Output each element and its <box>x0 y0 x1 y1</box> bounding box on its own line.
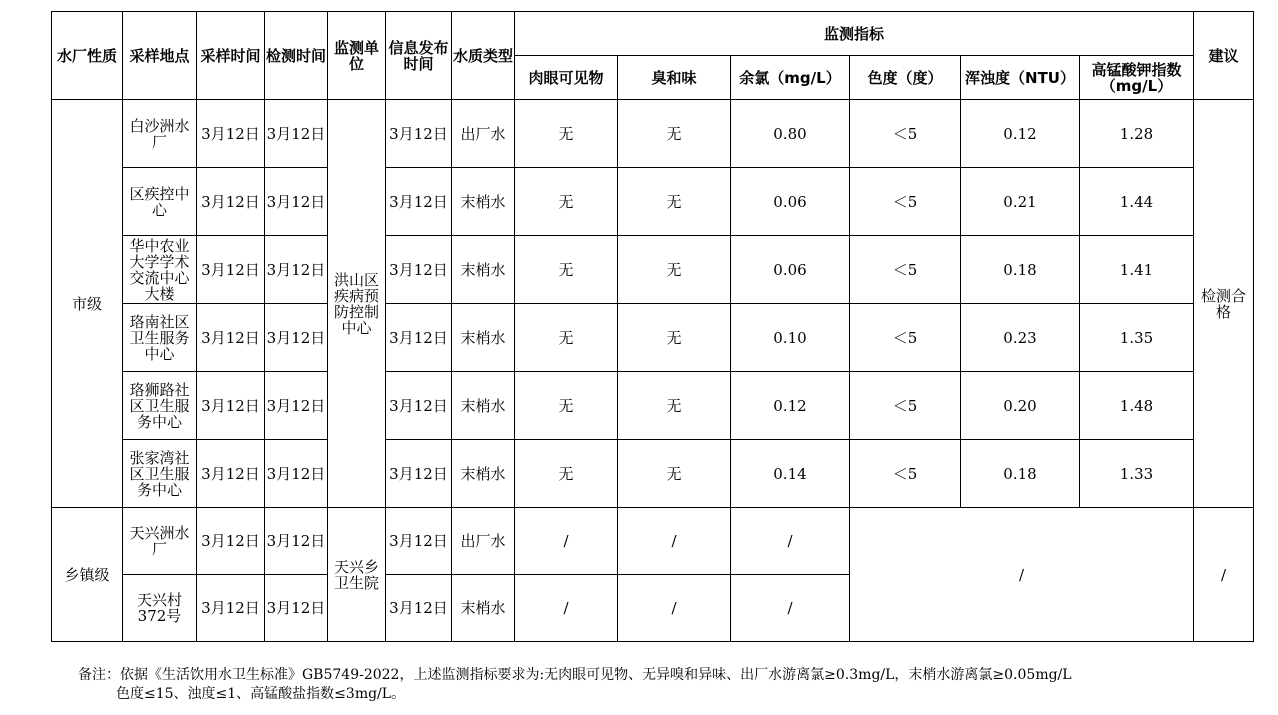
header-odor: 臭和味 <box>618 56 731 100</box>
color-cell: ＜5 <box>850 168 961 236</box>
table-row <box>52 372 1254 440</box>
footnote-line-2: 色度≤15、浊度≤1、高锰酸盐指数≤3mg/L。 <box>116 686 406 702</box>
turbidity-cell: 0.18 <box>961 440 1080 508</box>
table-row <box>52 236 1254 304</box>
turbidity-cell: 0.12 <box>961 100 1080 168</box>
header-indicators: 监测指标 <box>515 12 1194 56</box>
table-row <box>52 100 1254 168</box>
sample-time-cell: 3月12日 <box>197 440 265 508</box>
publish-time-cell: 3月12日 <box>386 508 452 575</box>
sample-time-cell: 3月12日 <box>197 304 265 372</box>
header-monitor-unit: 监测单位 <box>328 12 386 100</box>
chlorine-cell: 0.12 <box>731 372 850 440</box>
header-sample-site: 采样地点 <box>123 12 197 100</box>
color-cell: ＜5 <box>850 100 961 168</box>
water-type-cell: 出厂水 <box>452 508 515 575</box>
publish-time-cell: 3月12日 <box>386 304 452 372</box>
visible-cell: 无 <box>515 168 618 236</box>
turbidity-cell: 0.18 <box>961 236 1080 304</box>
water-type-cell: 出厂水 <box>452 100 515 168</box>
table-row <box>52 440 1254 508</box>
header-sample-time: 采样时间 <box>197 12 265 100</box>
water-quality-table <box>51 11 1254 642</box>
table-row <box>52 168 1254 236</box>
publish-time-cell: 3月12日 <box>386 236 452 304</box>
permanganate-cell: 1.28 <box>1080 100 1194 168</box>
site-cell: 张家湾社区卫生服务中心 <box>123 440 197 508</box>
water-type-cell: 末梢水 <box>452 575 515 642</box>
sample-time-cell: 3月12日 <box>197 168 265 236</box>
site-cell: 华中农业大学学术交流中心大楼 <box>123 236 197 304</box>
advice-cell: 检测合格 <box>1194 100 1254 508</box>
visible-cell: 无 <box>515 236 618 304</box>
color-cell: ＜5 <box>850 304 961 372</box>
odor-cell: 无 <box>618 236 731 304</box>
publish-time-cell: 3月12日 <box>386 100 452 168</box>
header-chlorine: 余氯（mg/L） <box>731 56 850 100</box>
visible-cell: 无 <box>515 440 618 508</box>
plant-type-cell: 市级 <box>52 100 123 508</box>
site-cell: 珞狮路社区卫生服务中心 <box>123 372 197 440</box>
turbidity-cell: 0.21 <box>961 168 1080 236</box>
test-time-cell: 3月12日 <box>265 372 328 440</box>
visible-cell: / <box>515 508 618 575</box>
site-cell: 珞南社区卫生服务中心 <box>123 304 197 372</box>
water-type-cell: 末梢水 <box>452 440 515 508</box>
plant-type-cell: 乡镇级 <box>52 508 123 642</box>
test-time-cell: 3月12日 <box>265 304 328 372</box>
water-type-cell: 末梢水 <box>452 168 515 236</box>
table-row <box>52 304 1254 372</box>
water-type-cell: 末梢水 <box>452 304 515 372</box>
color-cell: ＜5 <box>850 372 961 440</box>
odor-cell: 无 <box>618 100 731 168</box>
test-time-cell: 3月12日 <box>265 575 328 642</box>
water-type-cell: 末梢水 <box>452 236 515 304</box>
publish-time-cell: 3月12日 <box>386 440 452 508</box>
water-type-cell: 末梢水 <box>452 372 515 440</box>
odor-cell: / <box>618 508 731 575</box>
chlorine-cell: 0.10 <box>731 304 850 372</box>
odor-cell: 无 <box>618 440 731 508</box>
footnote <box>78 666 1268 704</box>
visible-cell: 无 <box>515 372 618 440</box>
sample-time-cell: 3月12日 <box>197 100 265 168</box>
chlorine-cell: / <box>731 508 850 575</box>
header-permanganate: 高锰酸钾指数（mg/L） <box>1080 56 1194 100</box>
table-row <box>52 508 1254 575</box>
test-time-cell: 3月12日 <box>265 236 328 304</box>
site-cell: 白沙洲水厂 <box>123 100 197 168</box>
test-time-cell: 3月12日 <box>265 100 328 168</box>
header-turbidity: 浑浊度（NTU） <box>961 56 1080 100</box>
permanganate-cell: 1.35 <box>1080 304 1194 372</box>
footnote-line-1: 备注：依据《生活饮用水卫生标准》GB5749-2022，上述监测指标要求为:无肉眼可见物、无异嗅和异味、出厂水游离氯≥0.3mg/L，末梢水游离氯≥0.05mg/L <box>78 667 1072 683</box>
visible-cell: 无 <box>515 100 618 168</box>
visible-cell: 无 <box>515 304 618 372</box>
visible-cell: / <box>515 575 618 642</box>
sample-time-cell: 3月12日 <box>197 236 265 304</box>
permanganate-cell: 1.44 <box>1080 168 1194 236</box>
sample-time-cell: 3月12日 <box>197 372 265 440</box>
odor-cell: / <box>618 575 731 642</box>
site-cell: 天兴洲水厂 <box>123 508 197 575</box>
test-time-cell: 3月12日 <box>265 168 328 236</box>
odor-cell: 无 <box>618 168 731 236</box>
site-cell: 天兴村372号 <box>123 575 197 642</box>
odor-cell: 无 <box>618 372 731 440</box>
header-test-time: 检测时间 <box>265 12 328 100</box>
color-cell: ＜5 <box>850 236 961 304</box>
header-water-type: 水质类型 <box>452 12 515 100</box>
merged-indicators-cell: / <box>850 508 1194 642</box>
chlorine-cell: / <box>731 575 850 642</box>
publish-time-cell: 3月12日 <box>386 168 452 236</box>
permanganate-cell: 1.41 <box>1080 236 1194 304</box>
header-color: 色度（度） <box>850 56 961 100</box>
test-time-cell: 3月12日 <box>265 440 328 508</box>
header-advice: 建议 <box>1194 12 1254 100</box>
header-publish-time: 信息发布时间 <box>386 12 452 100</box>
header-plant-type: 水厂性质 <box>52 12 123 100</box>
header-visible: 肉眼可见物 <box>515 56 618 100</box>
turbidity-cell: 0.20 <box>961 372 1080 440</box>
sample-time-cell: 3月12日 <box>197 575 265 642</box>
permanganate-cell: 1.48 <box>1080 372 1194 440</box>
chlorine-cell: 0.06 <box>731 236 850 304</box>
chlorine-cell: 0.14 <box>731 440 850 508</box>
monitor-unit-cell: 天兴乡卫生院 <box>328 508 386 642</box>
permanganate-cell: 1.33 <box>1080 440 1194 508</box>
chlorine-cell: 0.80 <box>731 100 850 168</box>
color-cell: ＜5 <box>850 440 961 508</box>
advice-cell: / <box>1194 508 1254 642</box>
sample-time-cell: 3月12日 <box>197 508 265 575</box>
site-cell: 区疾控中心 <box>123 168 197 236</box>
chlorine-cell: 0.06 <box>731 168 850 236</box>
odor-cell: 无 <box>618 304 731 372</box>
monitor-unit-cell: 洪山区疾病预防控制中心 <box>328 100 386 508</box>
test-time-cell: 3月12日 <box>265 508 328 575</box>
publish-time-cell: 3月12日 <box>386 372 452 440</box>
publish-time-cell: 3月12日 <box>386 575 452 642</box>
turbidity-cell: 0.23 <box>961 304 1080 372</box>
